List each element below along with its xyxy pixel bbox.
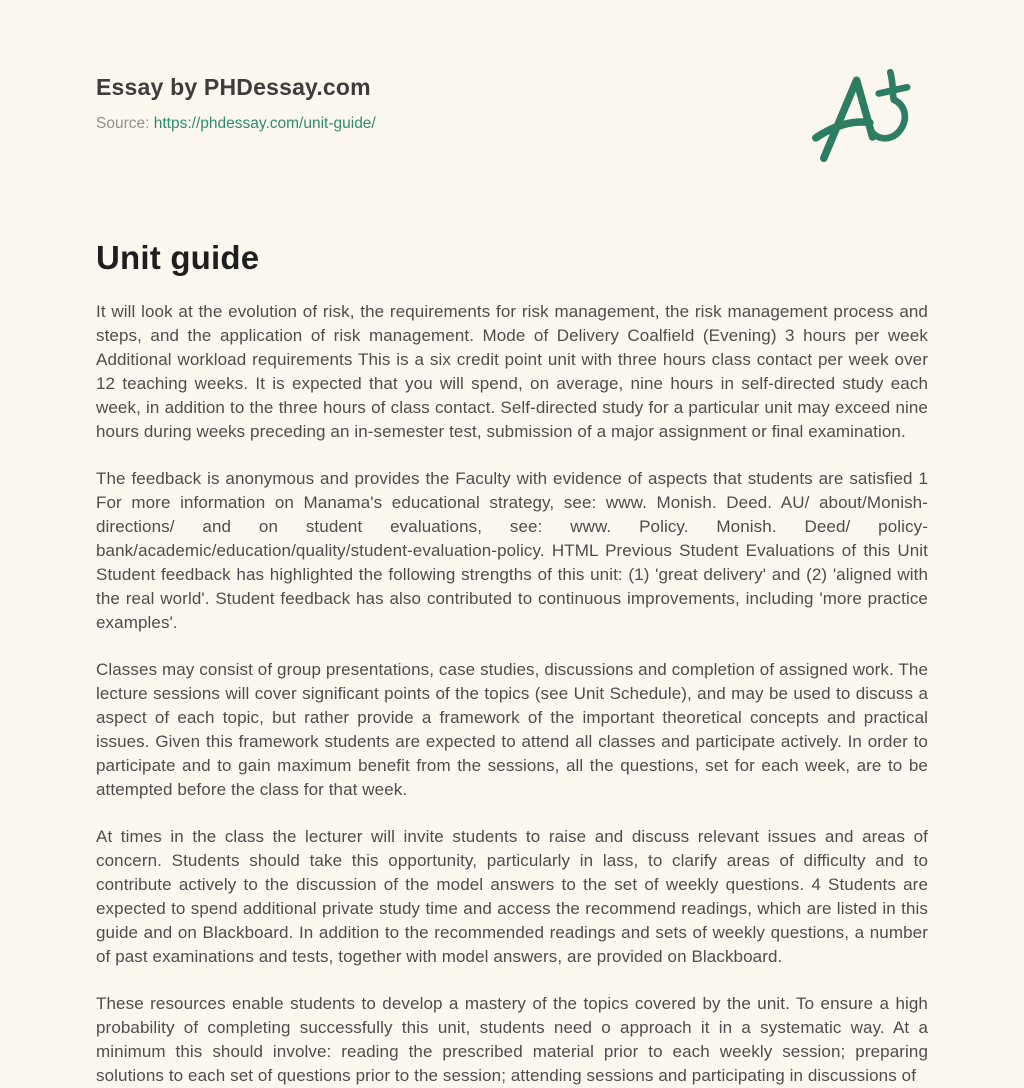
essay-paragraph: Classes may consist of group presentations, case studies, discussions and completion of assigned work. The lecture sessions will cover significant points of the topics (see Unit Schedule), and may be used to discuss a aspect of each topic, but rather provide a framework of the important theoretical concepts and practical issues. Given this framework students are expected to attend all classes and participate actively. In order to participate and to gain maximum benefit from the sessions, all the questions, set for each week, are to be attempted before the class for that week. <box>96 660 928 800</box>
essay-page <box>96 0 928 1088</box>
essay-paragraph: The feedback is anonymous and provides the Faculty with evidence of aspects that students are satisfied 1 For more information on Manama's educational strategy, see: www. Monish. Deed. AU/ about/Monish-directions/ and on student evaluations, see: www. Policy. Monish. Deed/ policy-bank/academic/education/quality/student-evaluation-policy. HTML Previous Student Evaluations of this Unit Student feedback has highlighted the following strengths of this unit: (1) 'great delivery' and (2) 'aligned with the real world'. Student feedback has also contributed to continuous improvements, including 'more practice examples'. <box>96 469 928 633</box>
essay-body <box>96 300 928 1088</box>
page-header <box>96 74 928 168</box>
site-title: Essay by PHDessay.com <box>96 74 371 100</box>
source-line <box>96 115 810 133</box>
header-text-block <box>96 74 810 133</box>
essay-title: Unit guide <box>96 239 260 276</box>
source-label: Source: <box>96 115 150 133</box>
a-plus-logo-icon <box>810 66 928 168</box>
essay-paragraph: At times in the class the lecturer will invite students to raise and discuss relevant issues and areas of concern. Students should take this opportunity, particularly in lass, to clarify areas of difficulty and to contribute actively to the discussion of the model answers to the set of weekly questions. 4 Students are expected to spend additional private study time and access the recommend readings, which are listed in this guide and on Blackboard. In addition to the recommended readings and sets of weekly questions, a number of past examinations and tests, together with model answers, are provided on Blackboard. <box>96 827 928 967</box>
essay-paragraph: It will look at the evolution of risk, the requirements for risk management, the risk management process and steps, and the application of risk management. Mode of Delivery Coalfield (Evening) 3 hours per week Additional workload requirements This is a six credit point unit with three hours class contact per week over 12 teaching weeks. It is expected that you will spend, on average, nine hours in self-directed study each week, in addition to the three hours of class contact. Self-directed study for a particular unit may exceed nine hours during weeks preceding an in-semester test, submission of a major assignment or final examination. <box>96 302 928 442</box>
source-link[interactable]: https://phdessay.com/unit-guide/ <box>153 115 376 133</box>
essay-paragraph: These resources enable students to develop a mastery of the topics covered by the unit. To ensure a high probability of completing successfully this unit, students need o approach it in a systematic way. At a minimum this should involve: reading the prescribed material prior to each weekly session; preparing solutions to each set of questions prior to the session; attending sessions and participating in discussions of <box>96 994 928 1086</box>
